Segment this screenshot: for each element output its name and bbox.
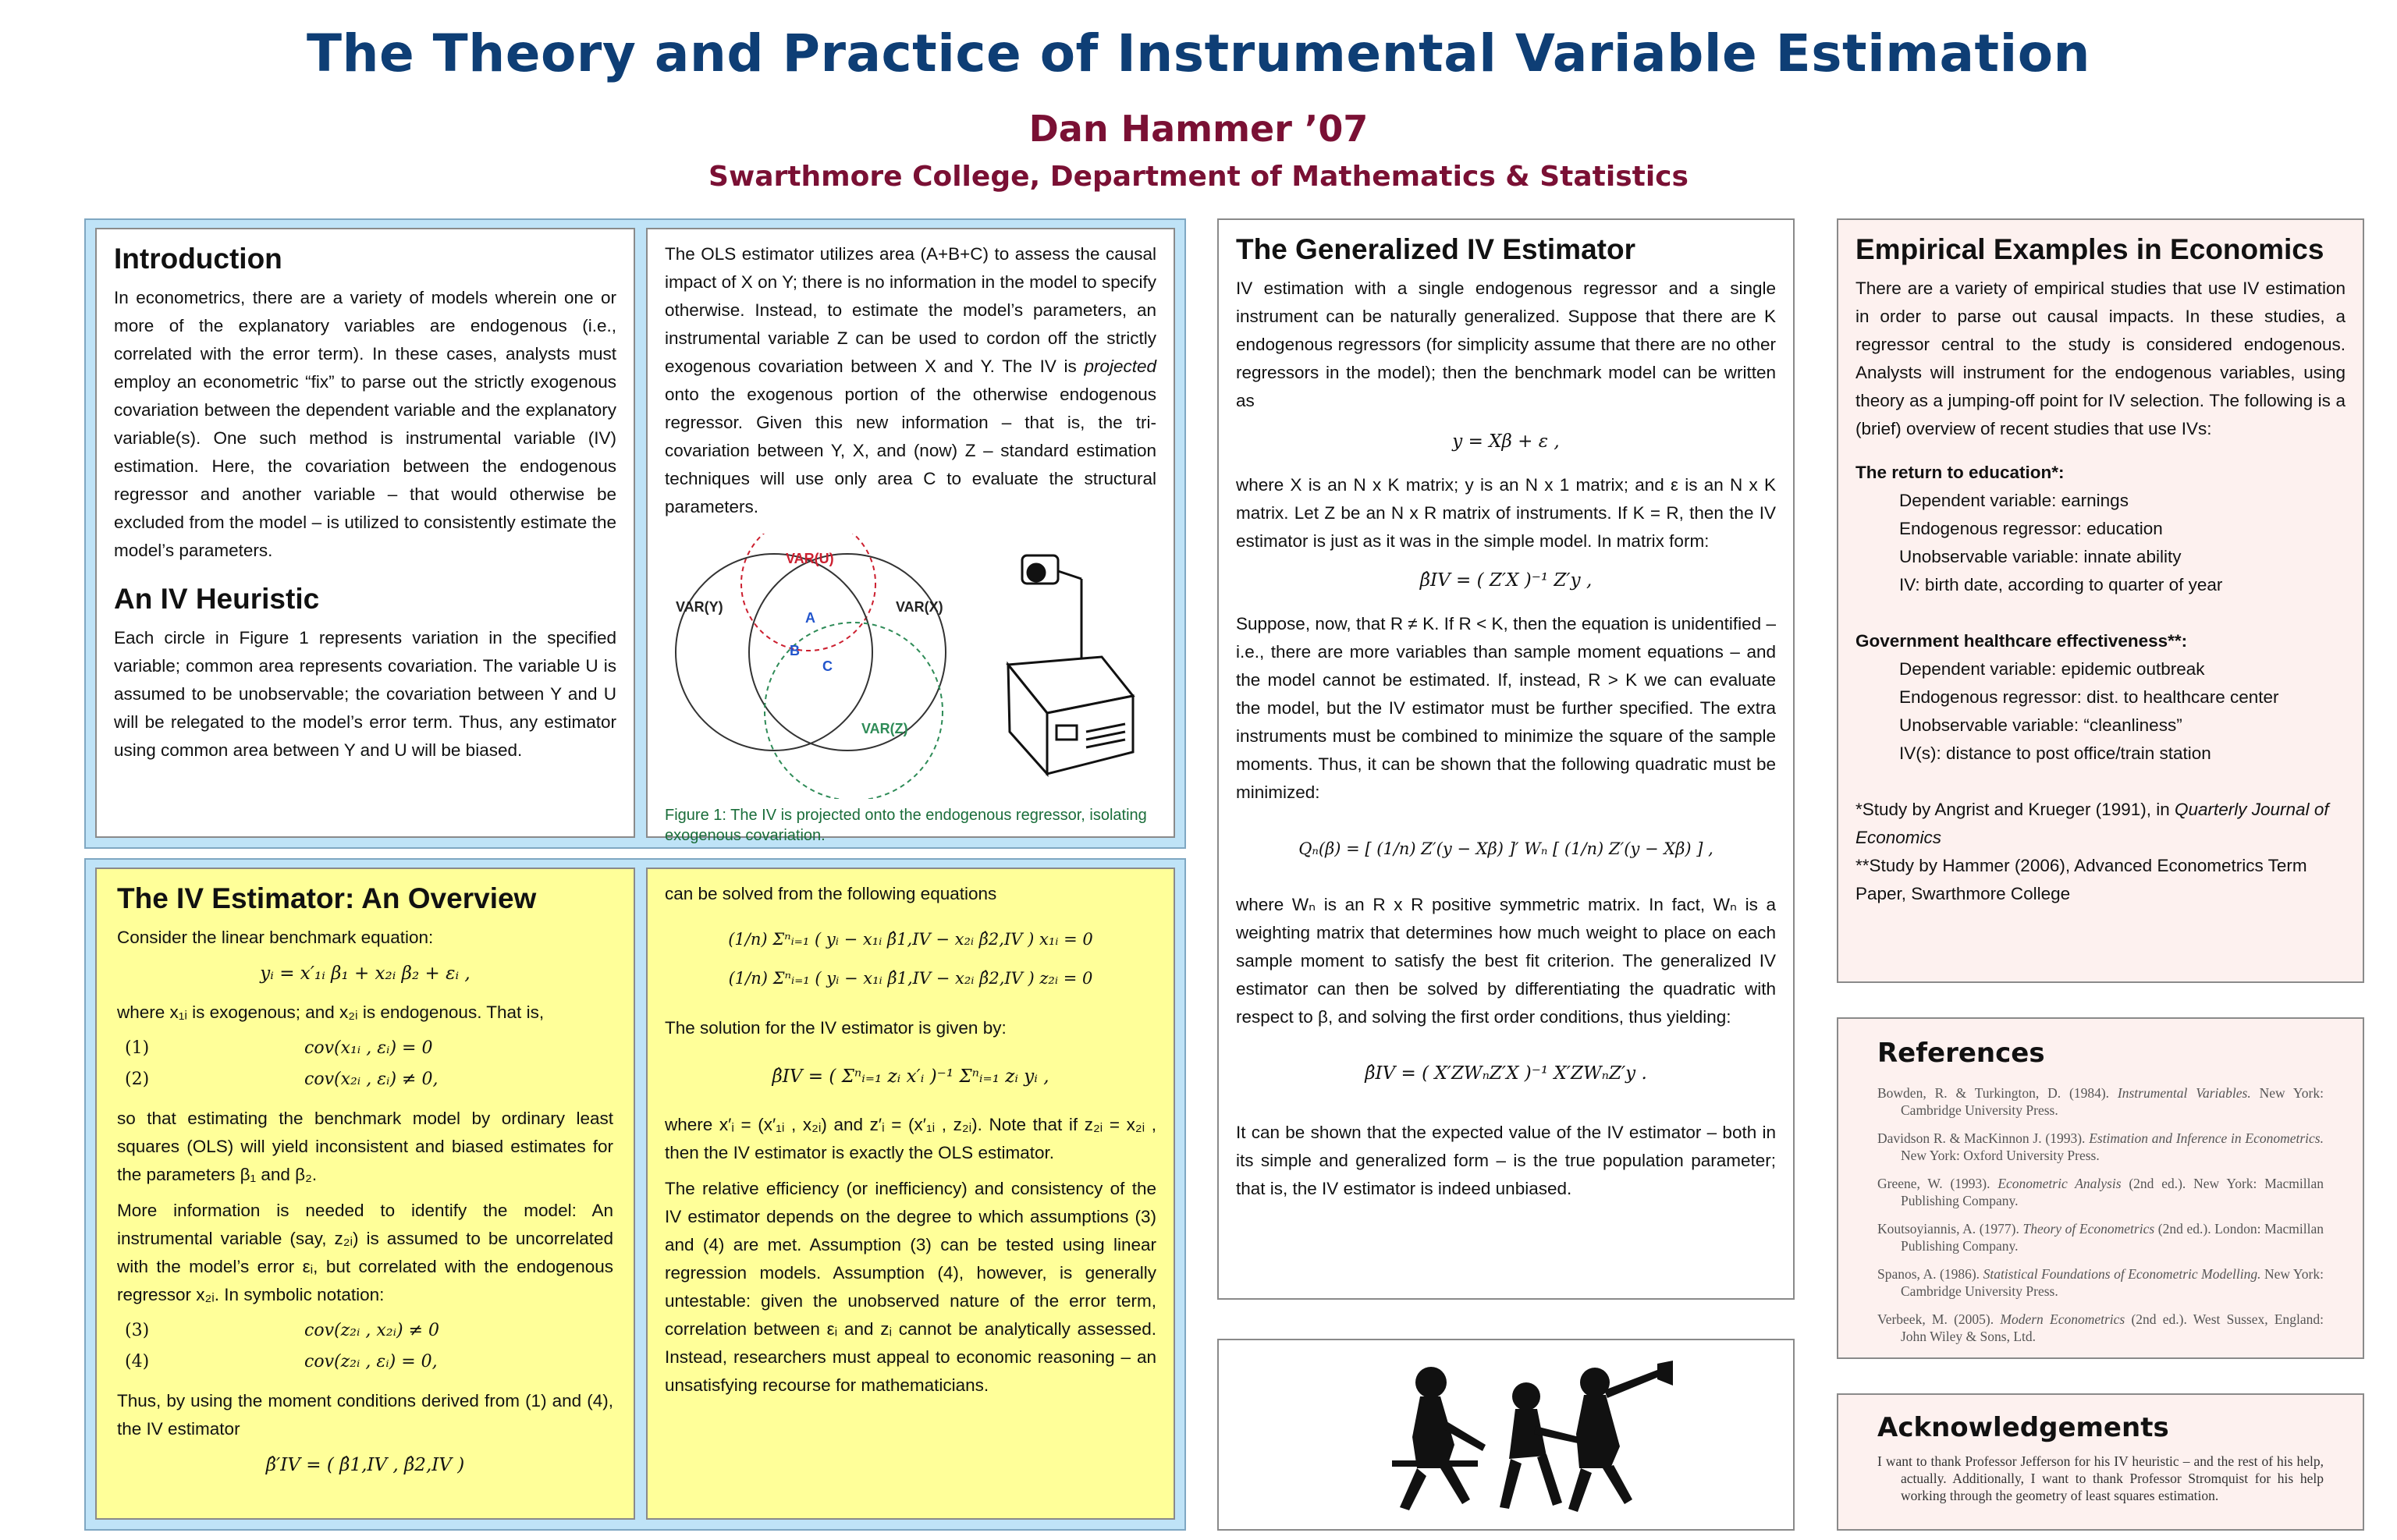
footnote-2: **Study by Hammer (2006), Advanced Econometrics Term Paper, Swarthmore College — [1855, 856, 2307, 903]
ols-text: The OLS estimator utilizes area (A+B+C) to assess the causal impact of X on Y; there is no information in the model to specify otherwise. Instead, to estimate the model’s parameters, an instrumental variable Z can be used to cordon off the strictly exogenous covariation between X and Y. The IV is projected onto the exogenous portion of the otherwise endogenous regressor. Given this new information – that is, the tri-covariation between Y, X, and (now) Z – standard estimation techniques will use only area C to evaluate the structural parameters. — [665, 244, 1156, 516]
var-u-label: VAR(U) — [786, 551, 834, 566]
reference-item: Koutsoyiannis, A. (1977). Theory of Econometrics (2nd ed.). London: Macmillan Publishing Company. — [1877, 1221, 2324, 1254]
quadratic-equation: Qₙ(β) = [ (1/n) Z′(y − Xβ) ]′ Wₙ [ (1/n) Z′(y − Xβ) ] , — [1298, 839, 1713, 858]
generalized-text-3: Suppose, now, that R ≠ K. If R < K, then the equation is unidentified – i.e., there are more variables than sample moment equations – and the model cannot be estimated. If, instead, R > K we can evaluate the model, but the IV estimator must be further specified. The extra instruments must be combined to minimize the square of the sample moments. Thus, it can be shown that the following quadratic must be minimized: — [1236, 614, 1776, 802]
iv-solution-equation: β̂IV = ( Σⁿᵢ₌₁ zᵢ x′ᵢ )⁻¹ Σⁿᵢ₌₁ zᵢ yᵢ , — [772, 1066, 1049, 1087]
figure-1-venn-diagram — [665, 534, 1159, 799]
generalized-text-1: IV estimation with a single endogenous regressor and a single instrument can be naturally generalized. Suppose that there are K endogenous regressors (for simplicity assume that there are no other regressors in the model); then the benchmark model can be written as — [1236, 279, 1776, 410]
heuristic-text: Each circle in Figure 1 represents variation in the specified variable; common area represents covariation. The variable U is assumed to be unobservable; the covariation between Y and U will be relegated to the model’s error term. Thus, any estimator using common area between Y and U will be biased. — [114, 628, 616, 760]
matrix-iv-equation: β̂IV = ( Z′X )⁻¹ Z′y , — [1419, 570, 1593, 591]
generalized-iv-equation: β̂IV = ( X′ZWₙZ′X )⁻¹ X′ZWₙZ′y . — [1365, 1063, 1647, 1084]
acknowledgements-text: I want to thank Professor Jefferson for his IV heuristic – and the rest of his help, actually. Additionally, I want to thank Professor Stromquist for his help working through the geometry of least squares estimation. — [1877, 1453, 2324, 1503]
acknowledgements-title: Acknowledgements — [1877, 1412, 2169, 1443]
region-c-label: C — [822, 658, 833, 674]
poster-author: Dan Hammer ’07 — [1028, 108, 1369, 150]
var-x-label: VAR(X) — [896, 599, 943, 615]
generalized-text-2: where X is an N x K matrix; y is an N x 1 matrix; and ε is an N x K matrix. Let Z be an N x R matrix of instruments. If K = R, then the IV estimator is just as it was in the simple model. In matrix form: — [1236, 475, 1776, 551]
example-1-item: IV: birth date, according to quarter of year — [1899, 575, 2223, 594]
benchmark-equation: yᵢ = x′₁ᵢ β₁ + x₂ᵢ β₂ + εᵢ , — [260, 963, 471, 984]
reference-item: Davidson R. & MacKinnon J. (1993). Estimation and Inference in Econometrics. New York: Oxford University Press. — [1877, 1130, 2324, 1163]
reference-item: Verbeek, M. (2005). Modern Econometrics (2nd ed.). West Sussex, England: John Wiley & Sons, Ltd. — [1877, 1311, 2324, 1344]
iv-overview-title: The IV Estimator: An Overview — [117, 882, 537, 914]
references-title: References — [1877, 1038, 2045, 1069]
iv-overview-panel — [95, 868, 635, 1520]
generalized-iv-panel — [1217, 218, 1795, 1300]
example-2-item: Endogenous regressor: dist. to healthcare center — [1899, 687, 2279, 707]
example-1-title: The return to education*: — [1855, 463, 2065, 482]
reference-item: Bowden, R. & Turkington, D. (1984). Instrumental Variables. New York: Cambridge University Press. — [1877, 1085, 2324, 1118]
var-z-label: VAR(Z) — [861, 721, 908, 736]
empirical-text-1: There are a variety of empirical studies that use IV estimation in order to parse out causal impacts. In these studies, a regressor central to the study is considered endogenous. Analysts will instrument for the endogenous variables, using theory as a jumping-off point for IV selection. The following is a (brief) overview of recent studies that use IVs: — [1855, 279, 2346, 438]
overview-text-2: where x₁ᵢ is exogenous; and x₂ᵢ is endogenous. That is, — [117, 1002, 545, 1022]
empirical-examples-title: Empirical Examples in Economics — [1855, 233, 2324, 265]
overview-text-5: Thus, by using the moment conditions derived from (1) and (4), the IV estimator — [117, 1391, 613, 1439]
overhead-projector-illustration — [1008, 555, 1133, 774]
overview-text-3: so that estimating the benchmark model by ordinary least squares (OLS) will yield inconsistent and biased estimates for the parameters β₁ and β₂. — [117, 1109, 613, 1184]
introduction-title: Introduction — [114, 243, 282, 275]
condition-1: (1) cov(x₁ᵢ , εᵢ) = 0 — [125, 1038, 433, 1058]
example-2-title: Government healthcare effectiveness**: — [1855, 631, 2188, 651]
poster-title: The Theory and Practice of Instrumental Variable Estimation — [306, 23, 2091, 83]
condition-2: (2) cov(x₂ᵢ , εᵢ) ≠ 0, — [125, 1070, 439, 1089]
iv-estimator-vector: β̂′IV = ( β̂1,IV , β̂2,IV ) — [265, 1455, 465, 1475]
matrix-benchmark-equation: y = Xβ + ε , — [1452, 431, 1560, 452]
generalized-iv-title: The Generalized IV Estimator — [1236, 233, 1635, 265]
iv-solution-panel — [646, 868, 1175, 1520]
example-2-item: IV(s): distance to post office/train station — [1899, 743, 2211, 763]
solve-text-2: The solution for the IV estimator is given by: — [665, 1018, 1007, 1038]
var-y-circle — [676, 554, 872, 750]
reference-item: Greene, W. (1993). Econometric Analysis (2nd ed.). New York: Macmillan Publishing Company. — [1877, 1176, 2324, 1208]
introduction-panel — [95, 228, 635, 838]
musicians-silhouette-icon — [1236, 1351, 1777, 1518]
var-y-label: VAR(Y) — [676, 599, 723, 615]
example-2-item: Dependent variable: epidemic outbreak — [1899, 659, 2205, 679]
reference-item: Spanos, A. (1986). Statistical Foundations of Econometric Modelling. New York: Cambridge University Press. — [1877, 1266, 2324, 1299]
acknowledgements-panel — [1837, 1393, 2364, 1531]
generalized-text-5: It can be shown that the expected value of the IV estimator – both in its simple and generalized form – is the true population parameter; that is, the IV estimator is indeed unbiased. — [1236, 1123, 1776, 1198]
example-1-item: Unobservable variable: innate ability — [1899, 547, 2182, 566]
example-2-item: Unobservable variable: “cleanliness” — [1899, 715, 2182, 735]
empirical-examples-panel — [1837, 218, 2364, 983]
condition-4: (4) cov(z₂ᵢ , εᵢ) = 0, — [125, 1352, 438, 1371]
example-1-item: Endogenous regressor: education — [1899, 519, 2163, 538]
moment-equation-2: (1/n) Σⁿᵢ₌₁ ( yᵢ − x₁ᵢ β̂1,IV − x₂ᵢ β̂2,IV ) z₂ᵢ = 0 — [728, 969, 1093, 988]
reference-list — [1877, 1084, 2324, 1345]
example-1-item: Dependent variable: earnings — [1899, 491, 2129, 510]
heuristic-title: An IV Heuristic — [114, 583, 320, 615]
figure-1-caption: Figure 1: The IV is projected onto the endogenous regressor, isolating exogenous covariation. — [665, 807, 1147, 844]
condition-3: (3) cov(z₂ᵢ , x₂ᵢ) ≠ 0 — [125, 1321, 440, 1340]
overview-text-4: More information is needed to identify the model: An instrumental variable (say, z₂ᵢ) is assumed to be uncorrelated with the model’s error εᵢ, but correlated with the endogenous regressor x₂ᵢ. In symbolic notation: — [117, 1201, 613, 1304]
footnote-1: *Study by Angrist and Krueger (1991), in Quarterly Journal of Economics — [1855, 800, 2329, 847]
region-b-label: B — [790, 643, 800, 658]
var-x-circle — [749, 554, 946, 750]
references-panel — [1837, 1017, 2364, 1359]
ols-panel — [646, 228, 1175, 844]
region-a-label: A — [805, 610, 815, 626]
generalized-text-4: where Wₙ is an R x R positive symmetric matrix. In fact, Wₙ is a weighting matrix that determines how much weight to place on each sample moment to satisfy the best fit criterion. The generalized IV estimator can then be solved by differentiating the quadratic with respect to β, and solving the first order conditions, thus yielding: — [1236, 895, 1776, 1027]
solve-text-3: where x′ᵢ = (x′₁ᵢ , x₂ᵢ) and z′ᵢ = (x′₁ᵢ , z₂ᵢ). Note that if z₂ᵢ = x₂ᵢ , then the IV estimator is exactly the OLS estimator. — [665, 1115, 1156, 1162]
solve-text-1: can be solved from the following equations — [665, 884, 997, 903]
poster-affiliation: Swarthmore College, Department of Mathematics & Statistics — [708, 161, 1689, 193]
solve-text-4: The relative efficiency (or inefficiency) and consistency of the IV estimator depends on the degree to which assumptions (3) and (4) are met. Assumption (3) can be tested using linear regression models. Assumption (4), however, is generally untestable: given the unobserved nature of the error term, correlation between εᵢ and zᵢ cannot be analytically assessed. Instead, researchers must appeal to economic reasoning – an unsatisfying recourse for mathematicians. — [665, 1179, 1156, 1395]
musicians-image-panel — [1217, 1339, 1795, 1531]
moment-equation-1: (1/n) Σⁿᵢ₌₁ ( yᵢ − x₁ᵢ β̂1,IV − x₂ᵢ β̂2,IV ) x₁ᵢ = 0 — [728, 930, 1093, 949]
introduction-text: In econometrics, there are a variety of models wherein one or more of the explanatory variables are endogenous (i.e., correlated with the error term). In these cases, analysts must employ an econometric “fix” to parse out the strictly exogenous covariation between the dependent variable and the explanatory variable(s). One such method is instrumental variable (IV) estimation. Here, the covariation between the endogenous regressor and another variable – that would otherwise be excluded from the model – is utilized to consistently estimate the model’s parameters. — [114, 288, 616, 560]
overview-text-1: Consider the linear benchmark equation: — [117, 928, 434, 947]
